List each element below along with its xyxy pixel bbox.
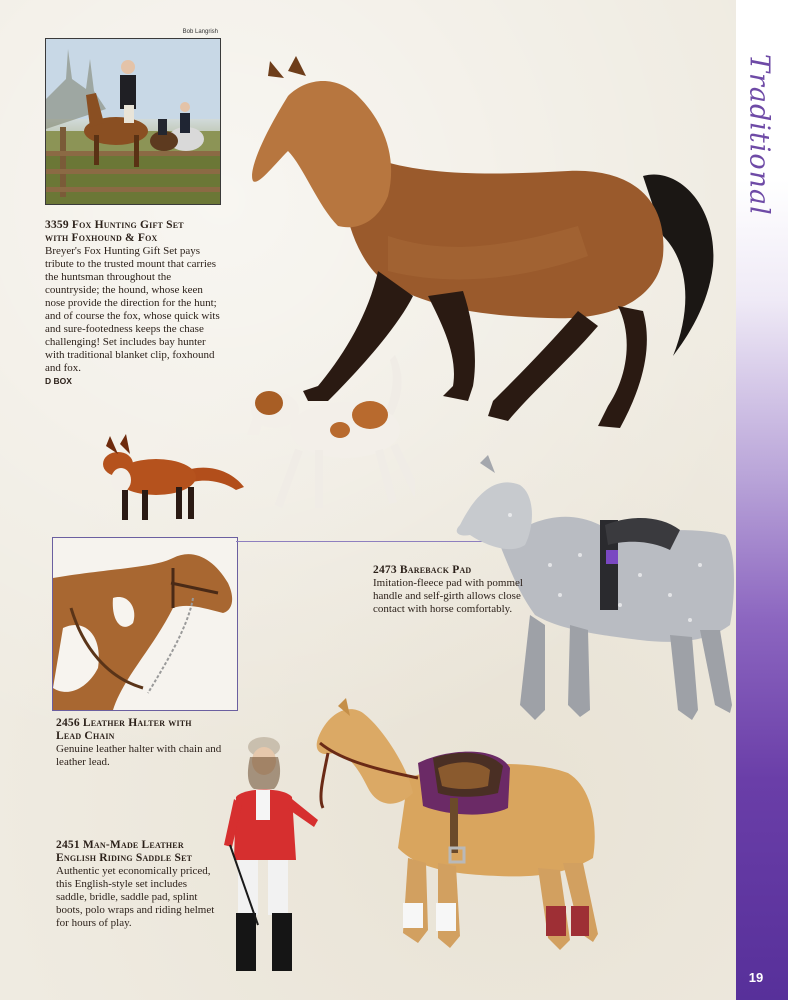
product-2456-title-line1: 2456 Leather Halter with [56, 717, 192, 729]
product-2451-block [56, 839, 220, 930]
product-3359-title-line2: with Foxhound & Fox [45, 232, 158, 244]
fox-hunting-photo-illustration [46, 39, 220, 204]
photo-credit: Bob Langrish [182, 29, 218, 35]
product-2456-description: Genuine leather halter with chain and leather lead. [56, 743, 222, 768]
palomino-horse-saddle-set [298, 698, 598, 974]
product-2473-block [373, 564, 548, 616]
product-3359-box-code: D BOX [45, 376, 72, 386]
leather-halter-photo-frame [52, 537, 238, 711]
fox-model [96, 432, 246, 527]
product-2473-title: 2473 Bareback Pad [373, 564, 472, 576]
product-2451-title-line2: English Riding Saddle Set [56, 852, 193, 864]
palomino-horse-illustration [298, 698, 598, 974]
product-3359-title-line1: 3359 Fox Hunting Gift Set [45, 219, 184, 231]
section-title-traditional: Traditional [743, 54, 775, 216]
product-2451-description: Authentic yet economically priced, this English-style set includes saddle, bridle, saddle pad, splint boots, polo wraps and riding helmet for hours of play. [56, 865, 215, 929]
product-3359-description: Breyer's Fox Hunting Gift Set pays tribute to the trusted mount that carries the huntsman throughout the countryside; the hound, whose keen nose provide the direction for the hunt; and of course the fox, whose quick wits and sure-footedness keeps the chase challenging! Set includes bay hunter with traditional blanket clip, foxhound and fox. [45, 245, 220, 374]
pinto-horse-halter-illustration [53, 538, 237, 710]
product-2456-block [56, 717, 246, 769]
fox-illustration [96, 432, 246, 527]
product-2451-title-line1: 2451 Man-Made Leather [56, 839, 184, 851]
product-3359-block [45, 219, 225, 388]
product-2473-description: Imitation-fleece pad with pommel handle and self-girth allows close contact with horse comfortably. [373, 577, 523, 615]
foxhound-model [245, 355, 415, 515]
fox-hunting-photo [45, 38, 221, 205]
product-2456-title-line2: Lead Chain [56, 730, 115, 742]
page-number: 19 [748, 970, 764, 985]
foxhound-illustration [245, 355, 415, 515]
